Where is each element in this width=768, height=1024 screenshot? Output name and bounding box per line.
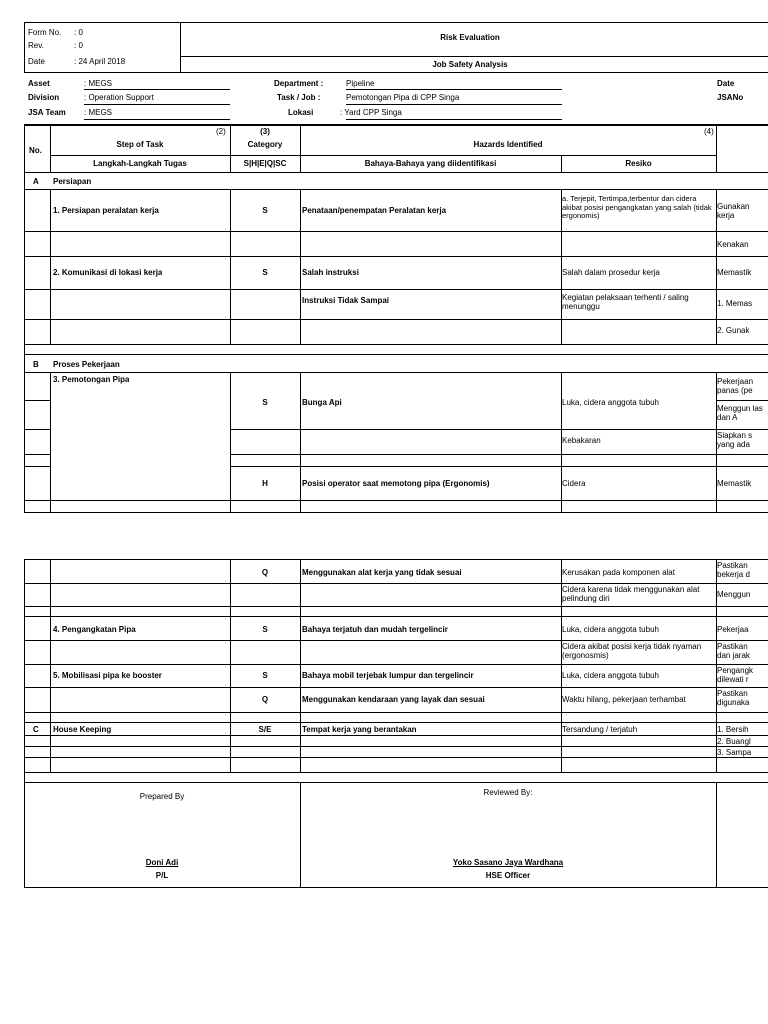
rule bbox=[24, 583, 768, 584]
section-c-category: S/E bbox=[258, 725, 272, 734]
jsa-team-label: JSA Team bbox=[28, 108, 66, 117]
underline bbox=[346, 119, 562, 120]
risk-evaluation-title: Risk Evaluation bbox=[440, 33, 500, 42]
rule bbox=[24, 722, 768, 723]
col-header-cat-codes: S|H|E|Q|SC bbox=[243, 159, 287, 168]
step-4-hazard: Bahaya terjatuh dan mudah tergelincir bbox=[302, 625, 448, 634]
rule bbox=[230, 454, 768, 455]
step-3: 3. Pemotongan Pipa bbox=[53, 375, 130, 384]
reviewed-by-label: Reviewed By: bbox=[483, 788, 533, 797]
q1-category: Q bbox=[261, 568, 269, 577]
rule bbox=[716, 400, 768, 401]
rule bbox=[24, 72, 768, 73]
step-2b-control: 1. Memas bbox=[717, 299, 753, 308]
section-c-title: House Keeping bbox=[53, 725, 112, 734]
col-header-cat-num: (3) bbox=[260, 127, 270, 136]
col-header-no: No. bbox=[29, 146, 42, 155]
step-3c-control: Memastik bbox=[717, 479, 752, 488]
step-3-control-2: Menggun las dan A bbox=[717, 404, 763, 423]
rule bbox=[24, 559, 25, 887]
step-2-risk: Salah dalam prosedur kerja bbox=[562, 268, 660, 277]
section-a-letter: A bbox=[33, 177, 39, 186]
rule bbox=[24, 687, 768, 688]
step-4-control: Pekerjaa bbox=[717, 625, 749, 634]
rule bbox=[716, 124, 717, 172]
lokasi-label: Lokasi bbox=[288, 108, 314, 117]
rule bbox=[50, 559, 51, 772]
prepared-by-name: Doni Adi bbox=[145, 858, 179, 867]
rule bbox=[230, 372, 231, 512]
col-header-hazards-num: (4) bbox=[704, 127, 714, 136]
step-3-risk: Luka, cidera anggota tubuh bbox=[562, 398, 659, 407]
rule bbox=[230, 429, 768, 430]
rule bbox=[24, 354, 768, 355]
rule bbox=[24, 466, 50, 467]
prepared-by-label: Prepared By bbox=[139, 792, 185, 801]
rule bbox=[24, 372, 768, 373]
rule bbox=[24, 344, 768, 345]
q1-control: Pastikan bekerja d bbox=[717, 561, 750, 580]
jsa-title: Job Safety Analysis bbox=[432, 60, 508, 69]
rule bbox=[24, 289, 768, 290]
task-label: Task / Job : bbox=[277, 93, 321, 102]
step-3c-risk: Cidera bbox=[562, 479, 586, 488]
task-value: Pemotongan Pipa di CPP Singa bbox=[346, 93, 460, 102]
step-2-category: S bbox=[262, 268, 268, 277]
department-value: Pipeline bbox=[346, 79, 375, 88]
section-c-control-3: 3. Sampa bbox=[717, 748, 752, 757]
rule bbox=[300, 372, 301, 512]
rule bbox=[24, 559, 768, 560]
division-label: Division bbox=[28, 93, 60, 102]
step-1-risk: a. Terjepit, Tertimpa,terbentur dan cidera akibat posisi pengangkatan yang salah (tidak ergonomis) bbox=[562, 195, 712, 221]
step-5b-risk: Waktu hilang, pekerjaan terhambat bbox=[562, 695, 686, 704]
prepared-by-role: P/L bbox=[155, 871, 169, 880]
rule bbox=[24, 782, 768, 783]
step-5-hazard: Bahaya mobil terjebak lumpur dan tergelincir bbox=[302, 671, 474, 680]
rule bbox=[24, 319, 768, 320]
step-4b-control: Pastikan dan jarak bbox=[717, 642, 750, 661]
jsa-team-value: : MEGS bbox=[84, 108, 113, 117]
rule bbox=[24, 189, 768, 190]
asset-value: : MEGS bbox=[84, 79, 113, 88]
date-label: Date bbox=[28, 57, 45, 66]
rev-value: : 0 bbox=[74, 41, 83, 50]
step-1-category: S bbox=[262, 206, 268, 215]
step-3-hazard: Bunga Api bbox=[302, 398, 342, 407]
step-4b-risk: Cidera akibat posisi kerja tidak nyaman (ergonosmis) bbox=[562, 642, 702, 661]
q1b-risk: Cidera karena tidak menggunakan alat pelindung diri bbox=[562, 585, 700, 604]
section-c-control-1: 1. Bersih bbox=[717, 725, 749, 734]
col-header-step-id: Langkah-Langkah Tugas bbox=[93, 159, 187, 168]
step-5-category: S bbox=[262, 671, 268, 680]
rule bbox=[24, 454, 50, 455]
q1-hazard: Menggunakan alat kerja yang tidak sesuai bbox=[302, 568, 462, 577]
section-b-title: Proses Pekerjaan bbox=[53, 360, 120, 369]
jsano-label: JSANo bbox=[717, 93, 744, 102]
step-1-hazard: Penataan/penempatan Peralatan kerja bbox=[302, 206, 447, 215]
step-5: 5. Mobilisasi pipa ke booster bbox=[53, 671, 162, 680]
step-5-control: Pengangk dilewati r bbox=[717, 666, 754, 685]
step-5b-category: Q bbox=[261, 695, 269, 704]
rev-label: Rev. bbox=[28, 41, 44, 50]
step-2b-risk: Kegiatan pelaksaan terhenti / saling menunggu bbox=[562, 293, 689, 312]
rule bbox=[24, 172, 768, 173]
rule bbox=[180, 56, 768, 57]
col-header-step: Step of Task bbox=[116, 140, 164, 149]
col-header-resiko: Resiko bbox=[625, 159, 652, 168]
col-header-category: Category bbox=[247, 140, 283, 149]
step-1: 1. Persiapan peralatan kerja bbox=[53, 206, 159, 215]
rule bbox=[50, 155, 716, 156]
form-no-label: Form No. bbox=[28, 28, 62, 37]
section-b-letter: B bbox=[33, 360, 39, 369]
rule bbox=[24, 772, 768, 773]
step-3c-hazard: Posisi operator saat memotong pipa (Ergonomis) bbox=[302, 479, 490, 488]
underline bbox=[346, 104, 562, 105]
rule bbox=[230, 559, 231, 772]
rule bbox=[300, 559, 301, 772]
rule bbox=[24, 664, 768, 665]
lokasi-value: : Yard CPP Singa bbox=[340, 108, 402, 117]
rule bbox=[24, 22, 25, 72]
section-c-control-2: 2. Buangl bbox=[717, 737, 751, 746]
rule bbox=[24, 400, 50, 401]
rule bbox=[716, 782, 717, 887]
reviewed-by-role: HSE Officer bbox=[485, 871, 531, 880]
rule bbox=[24, 887, 768, 888]
underline bbox=[346, 89, 562, 90]
step-3-control-1: Pekerjaan panas (pe bbox=[717, 377, 754, 396]
rule bbox=[300, 189, 301, 344]
division-value: : Operation Support bbox=[84, 93, 154, 102]
department-label: Department : bbox=[274, 79, 324, 88]
step-2: 2. Komunikasi di lokasi kerja bbox=[53, 268, 163, 277]
section-c-letter: C bbox=[33, 725, 39, 734]
step-1-control: Gunakan kerja bbox=[717, 202, 750, 221]
step-3b-control: Siapkan s yang ada bbox=[717, 431, 753, 450]
asset-label: Asset bbox=[28, 79, 50, 88]
step-5b-control: Pastikan digunaka bbox=[717, 689, 750, 708]
q1-risk: Kerusakan pada komponen alat bbox=[562, 568, 675, 577]
col-header-hazards: Hazards Identified bbox=[473, 140, 543, 149]
rule bbox=[24, 22, 768, 23]
step-3-category: S bbox=[262, 398, 268, 407]
form-no-value: : 0 bbox=[74, 28, 83, 37]
step-2-control: Memastik bbox=[717, 268, 752, 277]
rule bbox=[24, 500, 768, 501]
step-4: 4. Pengangkatan Pipa bbox=[53, 625, 136, 634]
rule bbox=[24, 429, 50, 430]
step-2b-hazard: Instruksi Tidak Sampai bbox=[302, 296, 389, 305]
rule bbox=[24, 640, 768, 641]
rule bbox=[24, 512, 768, 513]
step-3b-risk: Kebakaran bbox=[562, 436, 601, 445]
rule bbox=[24, 735, 768, 736]
table-top-rule bbox=[24, 124, 768, 126]
underline bbox=[84, 119, 230, 120]
step-4-risk: Luka, cidera anggota tubuh bbox=[562, 625, 659, 634]
rule bbox=[50, 189, 51, 344]
rule bbox=[24, 606, 768, 607]
q1b-control: Menggun bbox=[717, 590, 751, 599]
rule bbox=[24, 746, 768, 747]
section-c-hazard: Tempat kerja yang berantakan bbox=[302, 725, 417, 734]
rule bbox=[24, 616, 768, 617]
date-field-label: Date bbox=[717, 79, 735, 88]
date-value: : 24 April 2018 bbox=[74, 57, 126, 66]
rule bbox=[24, 712, 768, 713]
rule bbox=[230, 466, 768, 467]
step-3c-category: H bbox=[262, 479, 268, 488]
step-4-category: S bbox=[262, 625, 268, 634]
step-2c-control: 2. Gunak bbox=[717, 326, 750, 335]
step-5b-hazard: Menggunakan kendaraan yang layak dan sesuai bbox=[302, 695, 485, 704]
section-a-title: Persiapan bbox=[53, 177, 92, 186]
step-2-hazard: Salah instruksi bbox=[302, 268, 359, 277]
rule bbox=[50, 372, 51, 512]
rule bbox=[24, 124, 25, 512]
reviewed-by-name: Yoko Sasano Jaya Wardhana bbox=[452, 858, 564, 867]
col-header-step-num: (2) bbox=[216, 127, 226, 136]
col-header-hazard-id: Bahaya-Bahaya yang diidentifikasi bbox=[364, 159, 497, 168]
rule bbox=[24, 231, 768, 232]
step-1-control-2: Kenakan bbox=[717, 240, 749, 249]
section-c-risk: Tersandung / terjatuh bbox=[562, 725, 638, 734]
underline bbox=[84, 104, 230, 105]
rule bbox=[24, 757, 768, 758]
step-5-risk: Luka, cidera anggota tubuh bbox=[562, 671, 659, 680]
rule bbox=[24, 256, 768, 257]
underline bbox=[84, 89, 230, 90]
